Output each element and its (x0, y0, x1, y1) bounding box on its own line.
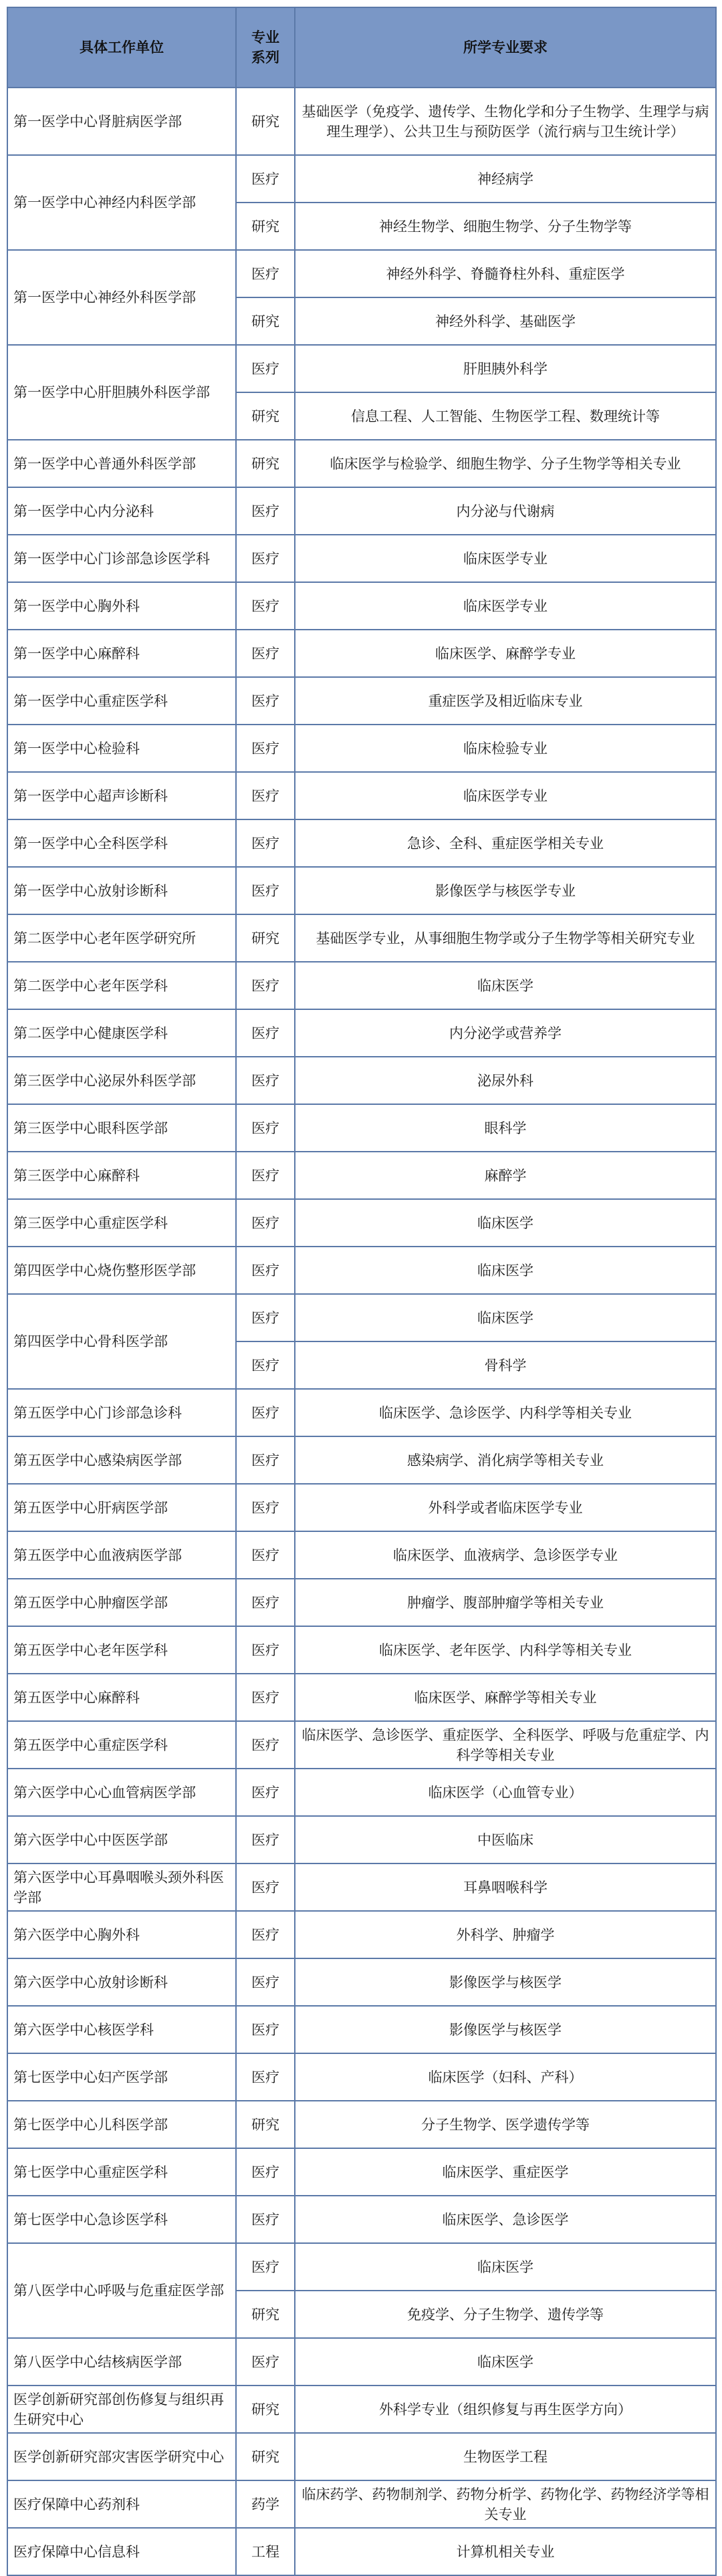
table-row (7, 1579, 716, 1626)
table-row (7, 1009, 716, 1057)
table-row (7, 582, 716, 630)
header-requirement: 所学专业要求 (295, 7, 716, 88)
unit-cell: 第五医学中心老年医学科 (7, 1626, 236, 1674)
category-cell: 医疗 (236, 867, 295, 914)
table-row (7, 630, 716, 677)
category-cell: 医疗 (236, 819, 295, 867)
table-row (7, 2338, 716, 2386)
unit-cell: 第五医学中心感染病医学部 (7, 1436, 236, 1484)
table-row (7, 677, 716, 725)
category-cell: 研究 (236, 203, 295, 250)
unit-cell: 第六医学中心胸外科 (7, 1911, 236, 1958)
requirement-cell: 神经外科学、脊髓脊柱外科、重症医学 (295, 250, 716, 297)
table-row (7, 1104, 716, 1152)
unit-cell: 第六医学中心核医学科 (7, 2006, 236, 2053)
requirement-cell: 临床医学 (295, 2338, 716, 2386)
category-cell: 医疗 (236, 1626, 295, 1674)
category-cell: 医疗 (236, 1863, 295, 1911)
requirement-cell: 影像医学与核医学 (295, 1958, 716, 2006)
table-row (7, 2053, 716, 2101)
table-row (7, 1769, 716, 1816)
requirement-cell: 影像医学与核医学专业 (295, 867, 716, 914)
requirement-cell: 神经病学 (295, 155, 716, 203)
table-row (7, 1199, 716, 1247)
unit-cell: 第一医学中心胸外科 (7, 582, 236, 630)
category-cell: 医疗 (236, 1816, 295, 1863)
unit-cell: 第六医学中心耳鼻咽喉头颈外科医学部 (7, 1863, 236, 1911)
category-cell: 医疗 (236, 2338, 295, 2386)
recruitment-table-container (7, 7, 715, 2576)
requirement-cell: 临床医学 (295, 2243, 716, 2291)
category-cell: 医疗 (236, 962, 295, 1009)
unit-cell: 第一医学中心放射诊断科 (7, 867, 236, 914)
requirement-cell: 临床医学专业 (295, 772, 716, 819)
table-header-row (7, 7, 716, 88)
category-cell: 医疗 (236, 1199, 295, 1247)
unit-cell: 第一医学中心全科医学科 (7, 819, 236, 867)
requirement-cell: 感染病学、消化病学等相关专业 (295, 1436, 716, 1484)
requirement-cell: 肝胆胰外科学 (295, 345, 716, 392)
unit-cell: 第六医学中心中医医学部 (7, 1816, 236, 1863)
table-row (7, 1531, 716, 1579)
category-cell: 医疗 (236, 725, 295, 772)
table-row (7, 1294, 716, 1341)
unit-cell: 第六医学中心放射诊断科 (7, 1958, 236, 2006)
unit-cell: 第一医学中心重症医学科 (7, 677, 236, 725)
unit-cell: 第七医学中心重症医学科 (7, 2148, 236, 2196)
unit-cell: 第七医学中心妇产医学部 (7, 2053, 236, 2101)
category-cell: 医疗 (236, 487, 295, 535)
unit-cell: 第八医学中心呼吸与危重症医学部 (7, 2243, 236, 2338)
table-row (7, 2243, 716, 2291)
category-cell: 医疗 (236, 1579, 295, 1626)
requirement-cell: 临床医学、急诊医学、重症医学、全科医学、呼吸与危重症学、内科学等相关专业 (295, 1721, 716, 1769)
category-cell: 医疗 (236, 677, 295, 725)
table-row (7, 2196, 716, 2243)
category-cell: 医疗 (236, 1436, 295, 1484)
category-cell: 研究 (236, 914, 295, 962)
unit-cell: 第二医学中心老年医学科 (7, 962, 236, 1009)
requirement-cell: 临床检验专业 (295, 725, 716, 772)
unit-cell: 第六医学中心心血管病医学部 (7, 1769, 236, 1816)
table-row (7, 1436, 716, 1484)
category-cell: 医疗 (236, 2006, 295, 2053)
requirement-cell: 临床医学与检验学、细胞生物学、分子生物学等相关专业 (295, 440, 716, 487)
category-cell: 医疗 (236, 1341, 295, 1389)
unit-cell: 第一医学中心超声诊断科 (7, 772, 236, 819)
table-row (7, 2101, 716, 2148)
unit-cell: 第七医学中心儿科医学部 (7, 2101, 236, 2148)
table-row (7, 1626, 716, 1674)
category-cell: 医疗 (236, 1958, 295, 2006)
unit-cell: 第一医学中心麻醉科 (7, 630, 236, 677)
table-row (7, 1911, 716, 1958)
unit-cell: 第三医学中心眼科医学部 (7, 1104, 236, 1152)
requirement-cell: 肿瘤学、腹部肿瘤学等相关专业 (295, 1579, 716, 1626)
category-cell: 研究 (236, 2291, 295, 2338)
requirement-cell: 神经外科学、基础医学 (295, 297, 716, 345)
requirement-cell: 内分泌学或营养学 (295, 1009, 716, 1057)
table-row (7, 1247, 716, 1294)
unit-cell: 第一医学中心门诊部急诊医学科 (7, 535, 236, 582)
requirement-cell: 外科学专业（组织修复与再生医学方向） (295, 2386, 716, 2433)
requirement-cell: 临床医学、急诊医学、内科学等相关专业 (295, 1389, 716, 1436)
unit-cell: 第七医学中心急诊医学科 (7, 2196, 236, 2243)
category-cell: 医疗 (236, 630, 295, 677)
requirement-cell: 耳鼻咽喉科学 (295, 1863, 716, 1911)
unit-cell: 第三医学中心麻醉科 (7, 1152, 236, 1199)
table-row (7, 725, 716, 772)
table-row (7, 1484, 716, 1531)
requirement-cell: 免疫学、分子生物学、遗传学等 (295, 2291, 716, 2338)
table-row (7, 1816, 716, 1863)
category-cell: 研究 (236, 392, 295, 440)
unit-cell: 第三医学中心泌尿外科医学部 (7, 1057, 236, 1104)
table-row (7, 440, 716, 487)
category-cell: 研究 (236, 2101, 295, 2148)
requirement-cell: 急诊、全科、重症医学相关专业 (295, 819, 716, 867)
category-cell: 医疗 (236, 345, 295, 392)
requirement-cell: 临床医学、麻醉学专业 (295, 630, 716, 677)
category-cell: 医疗 (236, 1104, 295, 1152)
table-row (7, 1863, 716, 1911)
requirement-cell: 中医临床 (295, 1816, 716, 1863)
unit-cell: 第四医学中心烧伤整形医学部 (7, 1247, 236, 1294)
category-cell: 研究 (236, 440, 295, 487)
table-row (7, 345, 716, 392)
unit-cell: 医疗保障中心信息科 (7, 2528, 236, 2575)
table-row (7, 2433, 716, 2480)
requirement-cell: 计算机相关专业 (295, 2528, 716, 2575)
table-row (7, 88, 716, 155)
requirement-cell: 麻醉学 (295, 1152, 716, 1199)
category-cell: 研究 (236, 88, 295, 155)
requirement-cell: 临床药学、药物制剂学、药物分析学、药物化学、药物经济学等相关专业 (295, 2480, 716, 2528)
unit-cell: 第二医学中心老年医学研究所 (7, 914, 236, 962)
requirement-cell: 外科学或者临床医学专业 (295, 1484, 716, 1531)
requirement-cell: 临床医学、麻醉学等相关专业 (295, 1674, 716, 1721)
unit-cell: 第一医学中心检验科 (7, 725, 236, 772)
requirement-cell: 骨科学 (295, 1341, 716, 1389)
category-cell: 医疗 (236, 1009, 295, 1057)
table-row (7, 535, 716, 582)
requirement-cell: 重症医学及相近临床专业 (295, 677, 716, 725)
table-row (7, 487, 716, 535)
unit-cell: 第一医学中心内分泌科 (7, 487, 236, 535)
header-unit: 具体工作单位 (7, 7, 236, 88)
requirement-cell: 影像医学与核医学 (295, 2006, 716, 2053)
requirement-cell: 临床医学、老年医学、内科学等相关专业 (295, 1626, 716, 1674)
category-cell: 医疗 (236, 2148, 295, 2196)
category-cell: 研究 (236, 2386, 295, 2433)
category-cell: 药学 (236, 2480, 295, 2528)
category-cell: 医疗 (236, 1769, 295, 1816)
category-cell: 研究 (236, 2433, 295, 2480)
table-row (7, 2386, 716, 2433)
table-row (7, 2006, 716, 2053)
unit-cell: 第一医学中心肾脏病医学部 (7, 88, 236, 155)
requirement-cell: 生物医学工程 (295, 2433, 716, 2480)
category-cell: 医疗 (236, 1721, 295, 1769)
table-row (7, 1389, 716, 1436)
table-row (7, 2148, 716, 2196)
unit-cell: 第三医学中心重症医学科 (7, 1199, 236, 1247)
category-cell: 医疗 (236, 772, 295, 819)
unit-cell: 医学创新研究部创伤修复与组织再生研究中心 (7, 2386, 236, 2433)
unit-cell: 第五医学中心肝病医学部 (7, 1484, 236, 1531)
requirement-cell: 临床医学 (295, 1199, 716, 1247)
unit-cell: 第一医学中心神经内科医学部 (7, 155, 236, 250)
category-cell: 医疗 (236, 1294, 295, 1341)
category-cell: 医疗 (236, 1152, 295, 1199)
unit-cell: 第二医学中心健康医学科 (7, 1009, 236, 1057)
requirement-cell: 内分泌与代谢病 (295, 487, 716, 535)
requirement-cell: 临床医学专业 (295, 535, 716, 582)
category-cell: 医疗 (236, 2196, 295, 2243)
unit-cell: 医疗保障中心药剂科 (7, 2480, 236, 2528)
category-cell: 工程 (236, 2528, 295, 2575)
category-cell: 医疗 (236, 1531, 295, 1579)
table-row (7, 155, 716, 203)
unit-cell: 第五医学中心肿瘤医学部 (7, 1579, 236, 1626)
unit-cell: 第一医学中心神经外科医学部 (7, 250, 236, 345)
table-row (7, 1152, 716, 1199)
category-cell: 医疗 (236, 1389, 295, 1436)
requirement-cell: 临床医学（心血管专业） (295, 1769, 716, 1816)
category-cell: 医疗 (236, 250, 295, 297)
requirement-cell: 信息工程、人工智能、生物医学工程、数理统计等 (295, 392, 716, 440)
recruitment-table (7, 7, 717, 2576)
table-row (7, 2480, 716, 2528)
unit-cell: 第四医学中心骨科医学部 (7, 1294, 236, 1389)
unit-cell: 第八医学中心结核病医学部 (7, 2338, 236, 2386)
table-row (7, 962, 716, 1009)
table-row (7, 1958, 716, 2006)
unit-cell: 第五医学中心重症医学科 (7, 1721, 236, 1769)
requirement-cell: 基础医学专业，从事细胞生物学或分子生物学等相关研究专业 (295, 914, 716, 962)
requirement-cell: 临床医学专业 (295, 582, 716, 630)
requirement-cell: 分子生物学、医学遗传学等 (295, 2101, 716, 2148)
requirement-cell: 临床医学、急诊医学 (295, 2196, 716, 2243)
unit-cell: 第一医学中心肝胆胰外科医学部 (7, 345, 236, 440)
category-cell: 医疗 (236, 1247, 295, 1294)
requirement-cell: 眼科学 (295, 1104, 716, 1152)
category-cell: 医疗 (236, 535, 295, 582)
table-row (7, 1057, 716, 1104)
requirement-cell: 基础医学（免疫学、遗传学、生物化学和分子生物学、生理学与病理生理学）、公共卫生与预防医学（流行病与卫生统计学） (295, 88, 716, 155)
requirement-cell: 外科学、肿瘤学 (295, 1911, 716, 1958)
category-cell: 医疗 (236, 582, 295, 630)
category-cell: 医疗 (236, 155, 295, 203)
header-category: 专业系列 (236, 7, 295, 88)
requirement-cell: 临床医学、血液病学、急诊医学专业 (295, 1531, 716, 1579)
requirement-cell: 临床医学 (295, 962, 716, 1009)
category-cell: 医疗 (236, 2053, 295, 2101)
requirement-cell: 神经生物学、细胞生物学、分子生物学等 (295, 203, 716, 250)
requirement-cell: 临床医学 (295, 1247, 716, 1294)
unit-cell: 第五医学中心门诊部急诊科 (7, 1389, 236, 1436)
table-row (7, 2528, 716, 2575)
table-row (7, 250, 716, 297)
table-row (7, 1721, 716, 1769)
requirement-cell: 临床医学 (295, 1294, 716, 1341)
requirement-cell: 临床医学（妇科、产科） (295, 2053, 716, 2101)
table-row (7, 772, 716, 819)
unit-cell: 第五医学中心血液病医学部 (7, 1531, 236, 1579)
unit-cell: 医学创新研究部灾害医学研究中心 (7, 2433, 236, 2480)
requirement-cell: 泌尿外科 (295, 1057, 716, 1104)
table-row (7, 867, 716, 914)
table-row (7, 914, 716, 962)
category-cell: 医疗 (236, 1674, 295, 1721)
requirement-cell: 临床医学、重症医学 (295, 2148, 716, 2196)
unit-cell: 第五医学中心麻醉科 (7, 1674, 236, 1721)
table-row (7, 819, 716, 867)
unit-cell: 第一医学中心普通外科医学部 (7, 440, 236, 487)
category-cell: 医疗 (236, 1484, 295, 1531)
category-cell: 研究 (236, 297, 295, 345)
table-row (7, 1674, 716, 1721)
category-cell: 医疗 (236, 1057, 295, 1104)
category-cell: 医疗 (236, 1911, 295, 1958)
category-cell: 医疗 (236, 2243, 295, 2291)
